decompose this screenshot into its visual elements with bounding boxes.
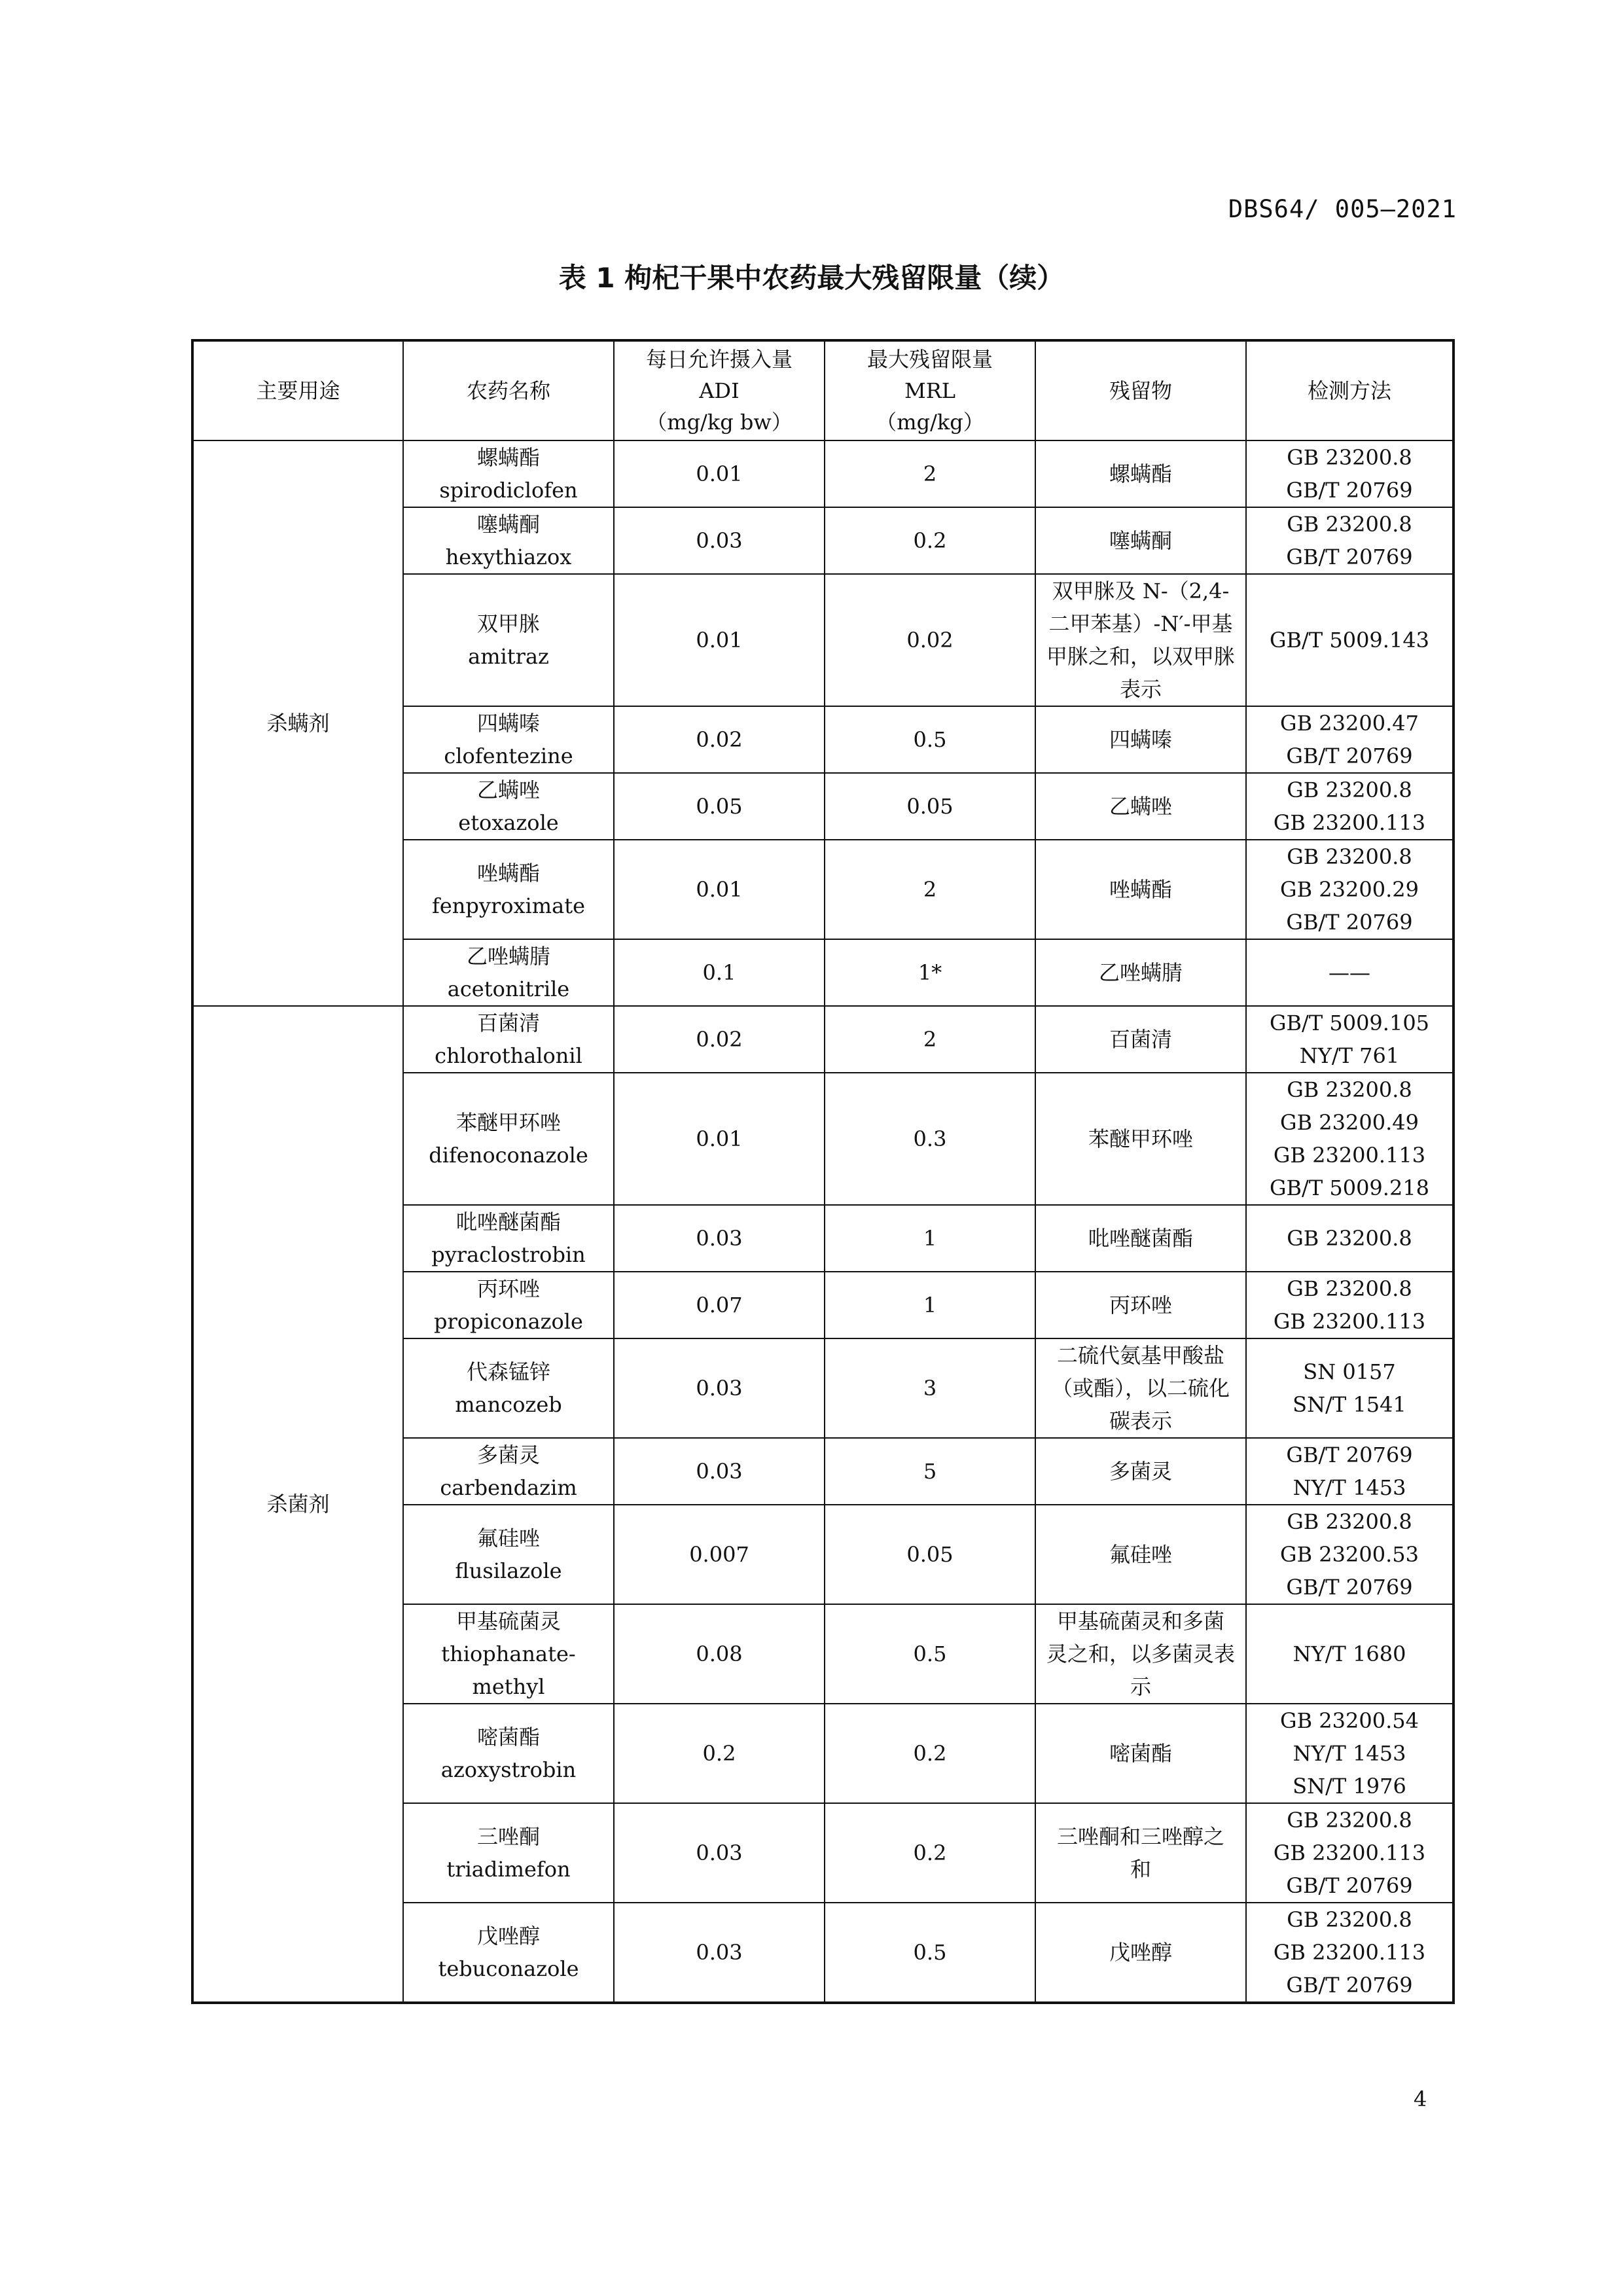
cell-method: GB/T 20769 NY/T 1453 bbox=[1246, 1438, 1454, 1505]
cell-mrl: 0.5 bbox=[825, 1604, 1035, 1704]
cell-mrl: 0.2 bbox=[825, 507, 1035, 574]
cell-adi: 0.1 bbox=[614, 939, 825, 1006]
cell-name: 双甲脒 amitraz bbox=[403, 574, 614, 706]
pesticide-residue-table bbox=[191, 339, 1455, 2004]
cell-residue: 唑螨酯 bbox=[1035, 840, 1246, 939]
cell-residue: 双甲脒及 N-（2,4- 二甲苯基）-N′-甲基 甲脒之和，以双甲脒 表示 bbox=[1035, 574, 1246, 706]
cell-method: GB 23200.8 bbox=[1246, 1205, 1454, 1272]
cell-residue: 吡唑醚菌酯 bbox=[1035, 1205, 1246, 1272]
table-row bbox=[192, 1006, 1454, 1073]
cell-name: 乙唑螨腈 acetonitrile bbox=[403, 939, 614, 1006]
cell-method: GB 23200.8 GB 23200.113 GB/T 20769 bbox=[1246, 1803, 1454, 1903]
document-code: DBS64/ 005—2021 bbox=[1228, 195, 1457, 223]
cell-adi: 0.05 bbox=[614, 773, 825, 840]
cell-adi: 0.01 bbox=[614, 840, 825, 939]
cell-name: 戊唑醇 tebuconazole bbox=[403, 1903, 614, 2003]
cell-method: GB 23200.8 GB 23200.49 GB 23200.113 GB/T 5009.218 bbox=[1246, 1073, 1454, 1205]
cell-method: GB 23200.47 GB/T 20769 bbox=[1246, 706, 1454, 773]
cell-mrl: 0.2 bbox=[825, 1803, 1035, 1903]
cell-name: 代森锰锌 mancozeb bbox=[403, 1338, 614, 1438]
cell-adi: 0.03 bbox=[614, 507, 825, 574]
cell-adi: 0.007 bbox=[614, 1505, 825, 1604]
cell-residue: 噻螨酮 bbox=[1035, 507, 1246, 574]
cell-method: SN 0157 SN/T 1541 bbox=[1246, 1338, 1454, 1438]
cell-main-use: 杀菌剂 bbox=[192, 1006, 403, 2003]
cell-name: 唑螨酯 fenpyroximate bbox=[403, 840, 614, 939]
cell-name: 四螨嗪 clofentezine bbox=[403, 706, 614, 773]
cell-name: 百菌清 chlorothalonil bbox=[403, 1006, 614, 1073]
cell-adi: 0.03 bbox=[614, 1903, 825, 2003]
cell-adi: 0.02 bbox=[614, 1006, 825, 1073]
table-header-row bbox=[192, 340, 1454, 440]
cell-adi: 0.03 bbox=[614, 1205, 825, 1272]
cell-name: 螺螨酯 spirodiclofen bbox=[403, 440, 614, 507]
cell-residue: 螺螨酯 bbox=[1035, 440, 1246, 507]
cell-method: GB 23200.8 GB/T 20769 bbox=[1246, 440, 1454, 507]
cell-method: GB 23200.8 GB 23200.29 GB/T 20769 bbox=[1246, 840, 1454, 939]
cell-residue: 多菌灵 bbox=[1035, 1438, 1246, 1505]
cell-name: 噻螨酮 hexythiazox bbox=[403, 507, 614, 574]
cell-adi: 0.03 bbox=[614, 1803, 825, 1903]
cell-residue: 甲基硫菌灵和多菌 灵之和，以多菌灵表 示 bbox=[1035, 1604, 1246, 1704]
cell-adi: 0.02 bbox=[614, 706, 825, 773]
cell-main-use: 杀螨剂 bbox=[192, 440, 403, 1006]
cell-residue: 乙唑螨腈 bbox=[1035, 939, 1246, 1006]
page-number: 4 bbox=[1414, 2087, 1427, 2111]
cell-adi: 0.01 bbox=[614, 1073, 825, 1205]
header-adi: 每日允许摄入量 ADI （mg/kg bw） bbox=[614, 340, 825, 440]
cell-mrl: 5 bbox=[825, 1438, 1035, 1505]
cell-method: NY/T 1680 bbox=[1246, 1604, 1454, 1704]
cell-mrl: 0.05 bbox=[825, 1505, 1035, 1604]
cell-method: GB 23200.8 GB 23200.113 GB/T 20769 bbox=[1246, 1903, 1454, 2003]
cell-adi: 0.08 bbox=[614, 1604, 825, 1704]
cell-name: 甲基硫菌灵 thiophanate-methyl bbox=[403, 1604, 614, 1704]
cell-name: 丙环唑 propiconazole bbox=[403, 1272, 614, 1338]
cell-method: GB 23200.8 GB 23200.113 bbox=[1246, 773, 1454, 840]
cell-method: GB/T 5009.143 bbox=[1246, 574, 1454, 706]
cell-residue: 乙螨唑 bbox=[1035, 773, 1246, 840]
cell-name: 氟硅唑 flusilazole bbox=[403, 1505, 614, 1604]
cell-name: 嘧菌酯 azoxystrobin bbox=[403, 1704, 614, 1803]
cell-residue: 丙环唑 bbox=[1035, 1272, 1246, 1338]
cell-mrl: 0.5 bbox=[825, 706, 1035, 773]
cell-residue: 三唑酮和三唑醇之 和 bbox=[1035, 1803, 1246, 1903]
table-row bbox=[192, 440, 1454, 507]
cell-name: 乙螨唑 etoxazole bbox=[403, 773, 614, 840]
cell-mrl: 0.05 bbox=[825, 773, 1035, 840]
header-residue: 残留物 bbox=[1035, 340, 1246, 440]
cell-mrl: 1 bbox=[825, 1205, 1035, 1272]
cell-adi: 0.01 bbox=[614, 440, 825, 507]
cell-residue: 二硫代氨基甲酸盐 （或酯），以二硫化 碳表示 bbox=[1035, 1338, 1246, 1438]
cell-residue: 苯醚甲环唑 bbox=[1035, 1073, 1246, 1205]
cell-residue: 嘧菌酯 bbox=[1035, 1704, 1246, 1803]
cell-mrl: 3 bbox=[825, 1338, 1035, 1438]
cell-adi: 0.07 bbox=[614, 1272, 825, 1338]
cell-name: 苯醚甲环唑 difenoconazole bbox=[403, 1073, 614, 1205]
cell-residue: 氟硅唑 bbox=[1035, 1505, 1246, 1604]
cell-adi: 0.01 bbox=[614, 574, 825, 706]
cell-method: GB 23200.8 GB 23200.53 GB/T 20769 bbox=[1246, 1505, 1454, 1604]
header-mrl: 最大残留限量 MRL （mg/kg） bbox=[825, 340, 1035, 440]
cell-method: GB 23200.54 NY/T 1453 SN/T 1976 bbox=[1246, 1704, 1454, 1803]
cell-residue: 四螨嗪 bbox=[1035, 706, 1246, 773]
cell-mrl: 0.5 bbox=[825, 1903, 1035, 2003]
cell-mrl: 0.3 bbox=[825, 1073, 1035, 1205]
cell-residue: 戊唑醇 bbox=[1035, 1903, 1246, 2003]
cell-method: —— bbox=[1246, 939, 1454, 1006]
cell-mrl: 1* bbox=[825, 939, 1035, 1006]
table-title: 表 1 枸杞干果中农药最大残留限量（续） bbox=[558, 262, 1065, 294]
cell-name: 三唑酮 triadimefon bbox=[403, 1803, 614, 1903]
cell-mrl: 2 bbox=[825, 840, 1035, 939]
cell-mrl: 1 bbox=[825, 1272, 1035, 1338]
cell-mrl: 0.02 bbox=[825, 574, 1035, 706]
header-use: 主要用途 bbox=[192, 340, 403, 440]
cell-mrl: 2 bbox=[825, 440, 1035, 507]
header-method: 检测方法 bbox=[1246, 340, 1454, 440]
cell-method: GB/T 5009.105 NY/T 761 bbox=[1246, 1006, 1454, 1073]
cell-residue: 百菌清 bbox=[1035, 1006, 1246, 1073]
cell-mrl: 2 bbox=[825, 1006, 1035, 1073]
cell-adi: 0.03 bbox=[614, 1438, 825, 1505]
cell-name: 吡唑醚菌酯 pyraclostrobin bbox=[403, 1205, 614, 1272]
cell-mrl: 0.2 bbox=[825, 1704, 1035, 1803]
cell-adi: 0.2 bbox=[614, 1704, 825, 1803]
cell-adi: 0.03 bbox=[614, 1338, 825, 1438]
cell-name: 多菌灵 carbendazim bbox=[403, 1438, 614, 1505]
cell-method: GB 23200.8 GB/T 20769 bbox=[1246, 507, 1454, 574]
cell-method: GB 23200.8 GB 23200.113 bbox=[1246, 1272, 1454, 1338]
header-name: 农药名称 bbox=[403, 340, 614, 440]
